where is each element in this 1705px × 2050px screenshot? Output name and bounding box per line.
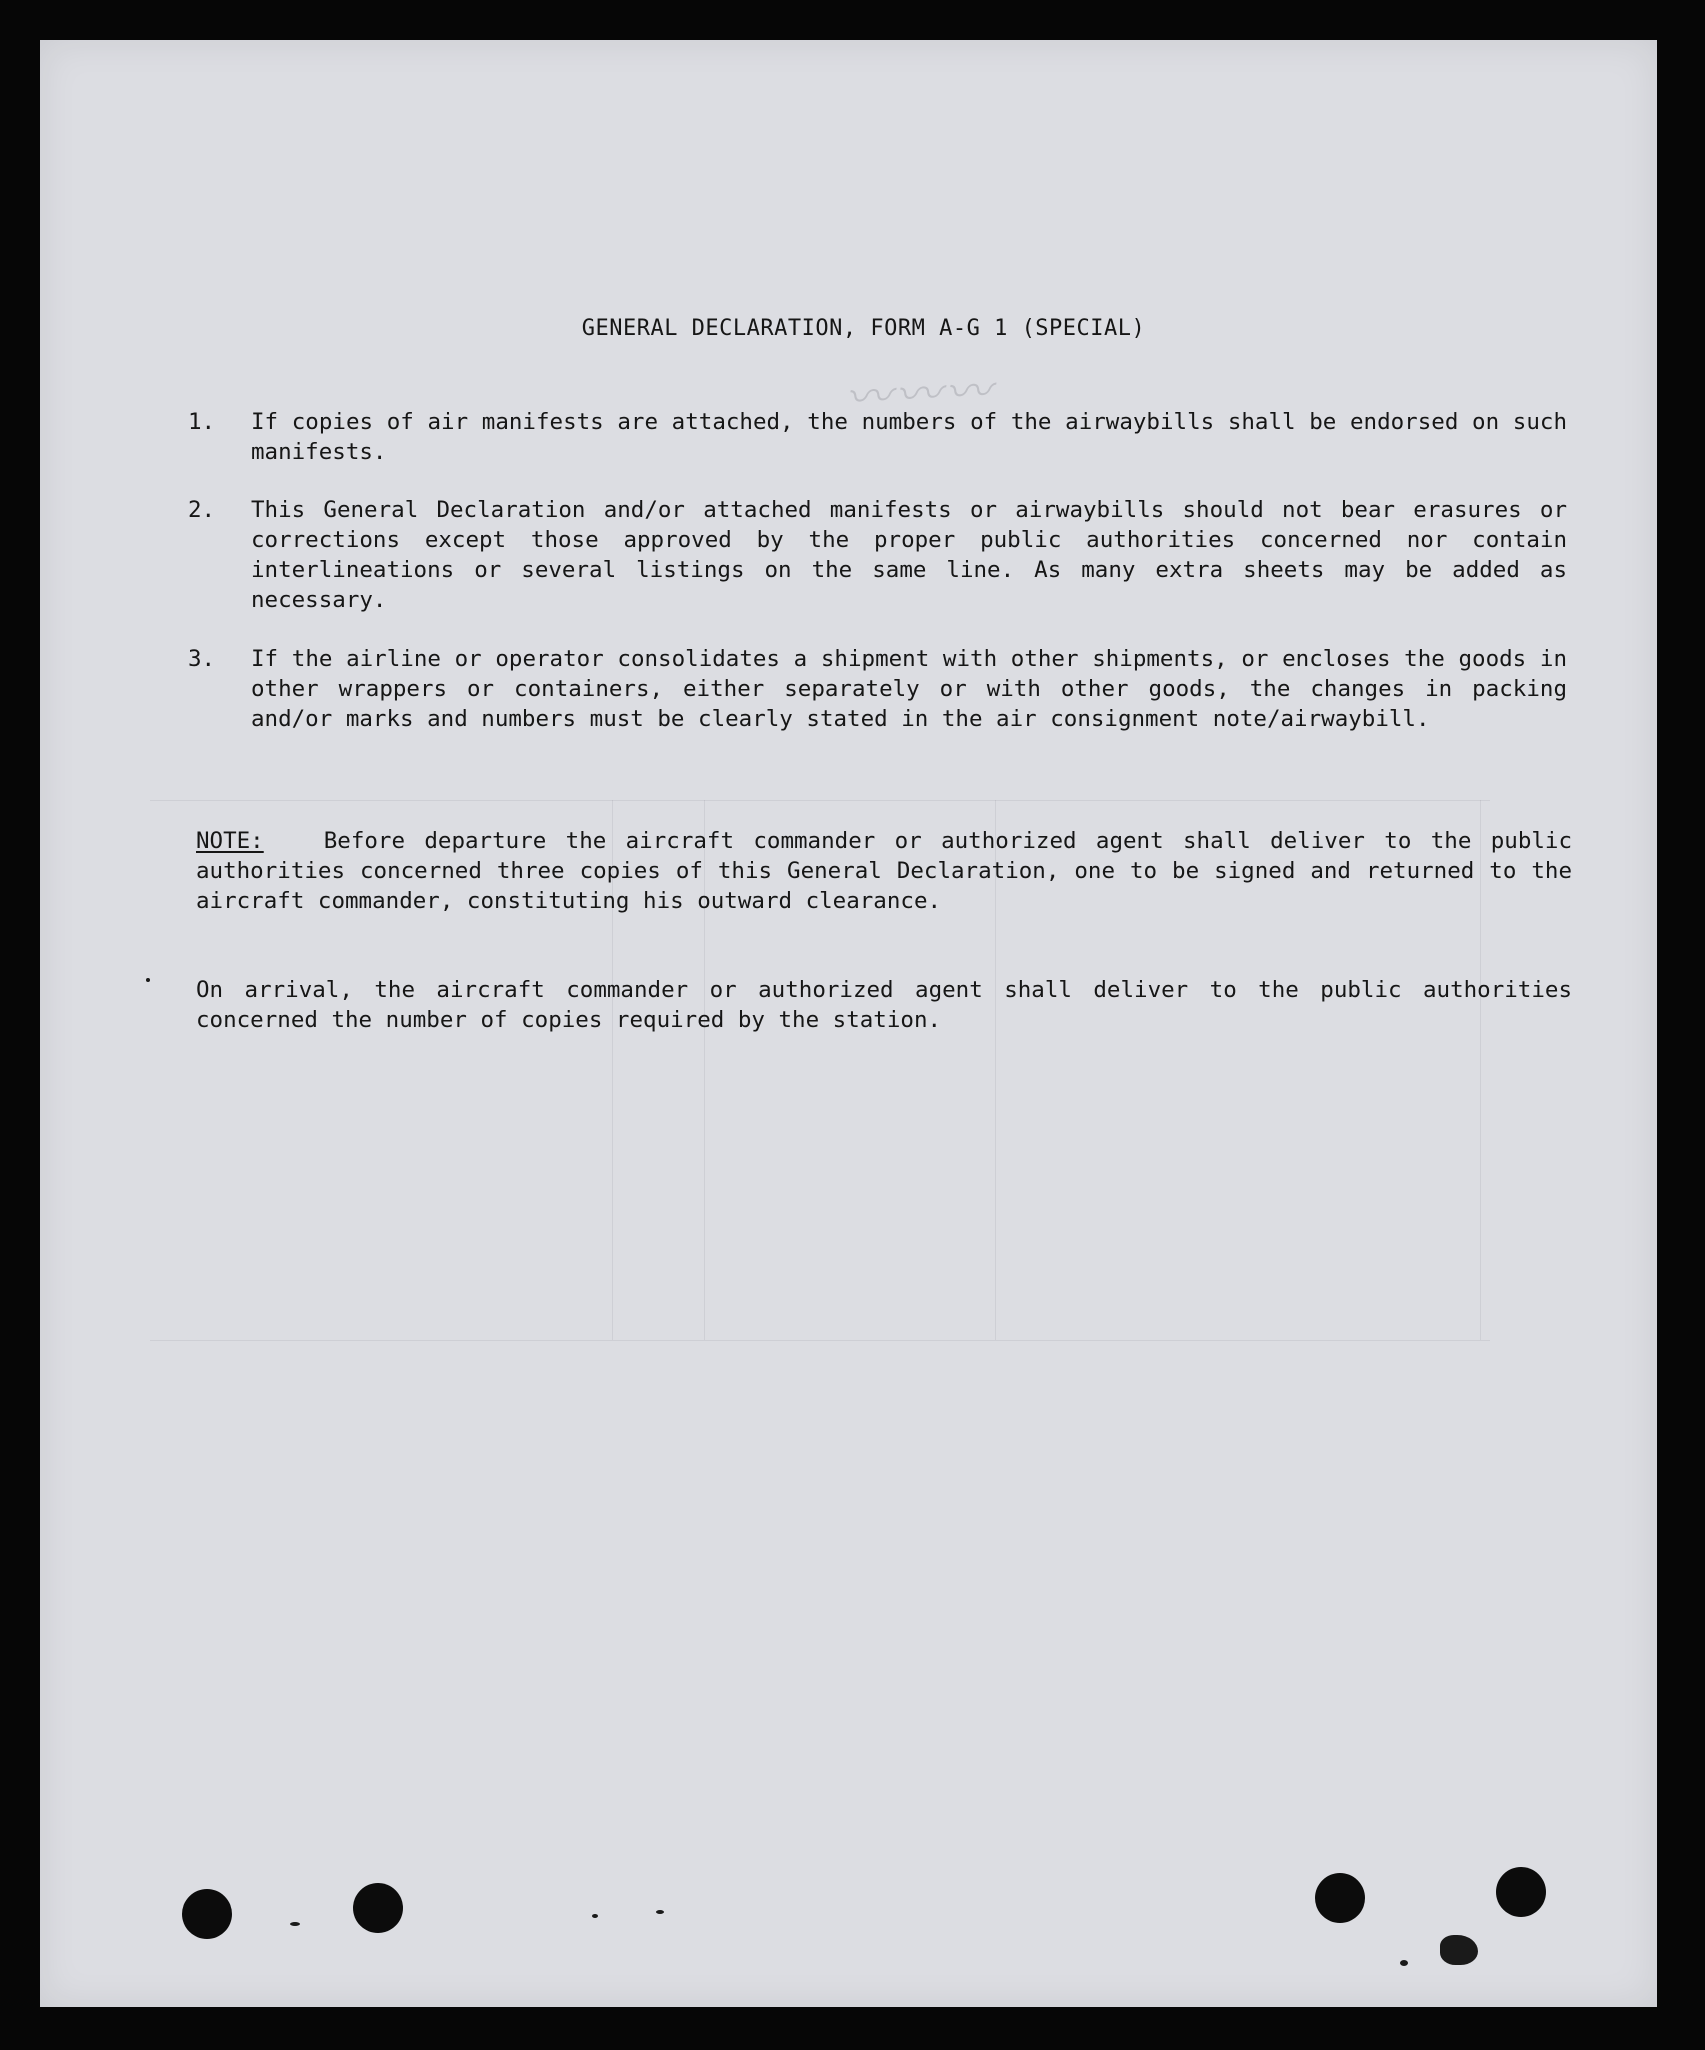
- punch-hole: [1496, 1867, 1546, 1917]
- punch-hole: [1315, 1873, 1365, 1923]
- item-text: This General Declaration and/or attached manifests or airwaybills should not bear erasures or corrections except those approved by the proper public authorities concerned nor contain interlineations or several listings on the same line. As many extra sheets may be added as necessary.: [251, 497, 1567, 613]
- item-number: 2.: [188, 497, 216, 523]
- instruction-item: [188, 644, 1568, 764]
- arrival-paragraph: [196, 975, 1572, 1035]
- item-text: If the airline or operator consolidates a shipment with other shipments, or encloses the goods in other wrappers or containers, either separately or with other goods, the changes in packing and/or marks and numbers must be clearly stated in the air consignment note/airwaybill.: [251, 646, 1567, 732]
- item-number: 1.: [188, 409, 216, 435]
- scan-speck: [592, 1914, 598, 1918]
- paper-sheet: [40, 40, 1657, 2007]
- scan-speck: [146, 978, 150, 982]
- punch-hole: [182, 1889, 232, 1939]
- punch-hole: [353, 1883, 403, 1933]
- item-number: 3.: [188, 646, 216, 672]
- note-paragraph: [196, 826, 1572, 916]
- scan-speck: [1400, 1960, 1408, 1966]
- note-text: Before departure the aircraft commander or authorized agent shall deliver to the public authorities concerned three copies of this General Declaration, one to be signed and returned to the aircraft commander, constituting his outward clearance.: [196, 828, 1572, 914]
- arrival-text: On arrival, the aircraft commander or authorized agent shall deliver to the public authorities concerned the number of copies required by the station.: [196, 977, 1572, 1033]
- item-text: If copies of air manifests are attached, the numbers of the airwaybills shall be endorsed on such manifests.: [251, 409, 1567, 465]
- instruction-item: [188, 495, 1568, 615]
- page-title: GENERAL DECLARATION, FORM A-G 1 (SPECIAL): [581, 316, 1146, 341]
- declaration-instructions: [40, 40, 1657, 2007]
- instruction-item: [188, 407, 1568, 467]
- scan-speck: [290, 1922, 300, 1926]
- scan-speck: [1440, 1935, 1478, 1965]
- faint-handwriting: 〰〰〰: [843, 363, 997, 425]
- scan-speck: [656, 1910, 664, 1914]
- note-label: NOTE:: [196, 828, 264, 854]
